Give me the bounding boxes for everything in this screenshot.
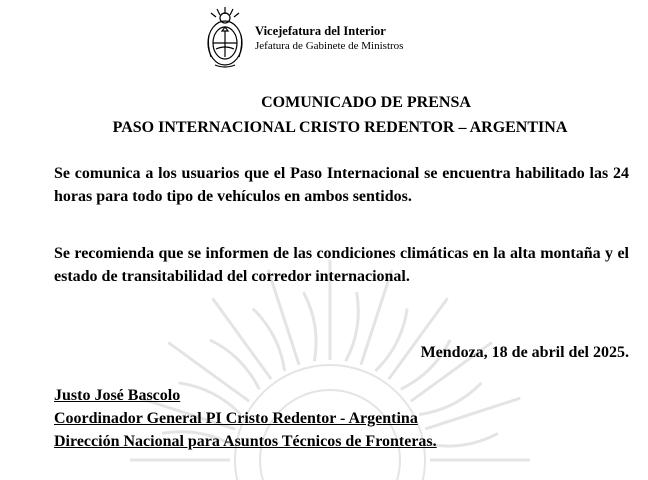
watermark-ray <box>429 433 498 446</box>
watermark-ray <box>210 340 259 389</box>
signature-department: Dirección Nacional para Asuntos Técnicos de Fronteras. <box>54 433 437 450</box>
document-title: COMUNICADO DE PRENSA <box>261 94 471 111</box>
watermark-ray <box>419 383 481 415</box>
watermark-ray <box>253 309 285 371</box>
org-subtitle: Jefatura de Gabinete de Ministros <box>255 39 404 52</box>
watermark-ray <box>389 298 448 379</box>
watermark-ray <box>168 342 249 401</box>
watermark-ray <box>425 398 520 429</box>
body-paragraph-2: Se recomienda que se informen de las condiciones climáticas en la alta montaña y el estado de transitabilidad del corredor internacional. <box>54 245 629 285</box>
document-date: Mendoza, 18 de abril del 2025. <box>420 344 629 361</box>
signature-role: Coordinador General PI Cristo Redentor - Argentina <box>54 410 418 427</box>
watermark-ray <box>375 309 407 371</box>
argentina-coat-of-arms-icon <box>205 5 245 71</box>
watermark-ray <box>212 298 271 379</box>
org-name: Vicejefatura del Interior <box>255 23 386 38</box>
watermark-ray <box>303 292 316 361</box>
document-subtitle: PASO INTERNACIONAL CRISTO REDENTOR – ARGENTINA <box>112 119 568 136</box>
signature-name: Justo José Bascolo <box>54 387 181 404</box>
header <box>205 4 403 72</box>
watermark-ray <box>346 292 359 361</box>
body-paragraph-1: Se comunica a los usuarios que el Paso Internacional se encuentra habilitado las 24 horas para todo tipo de vehículos en ambos sentidos. <box>54 165 629 205</box>
